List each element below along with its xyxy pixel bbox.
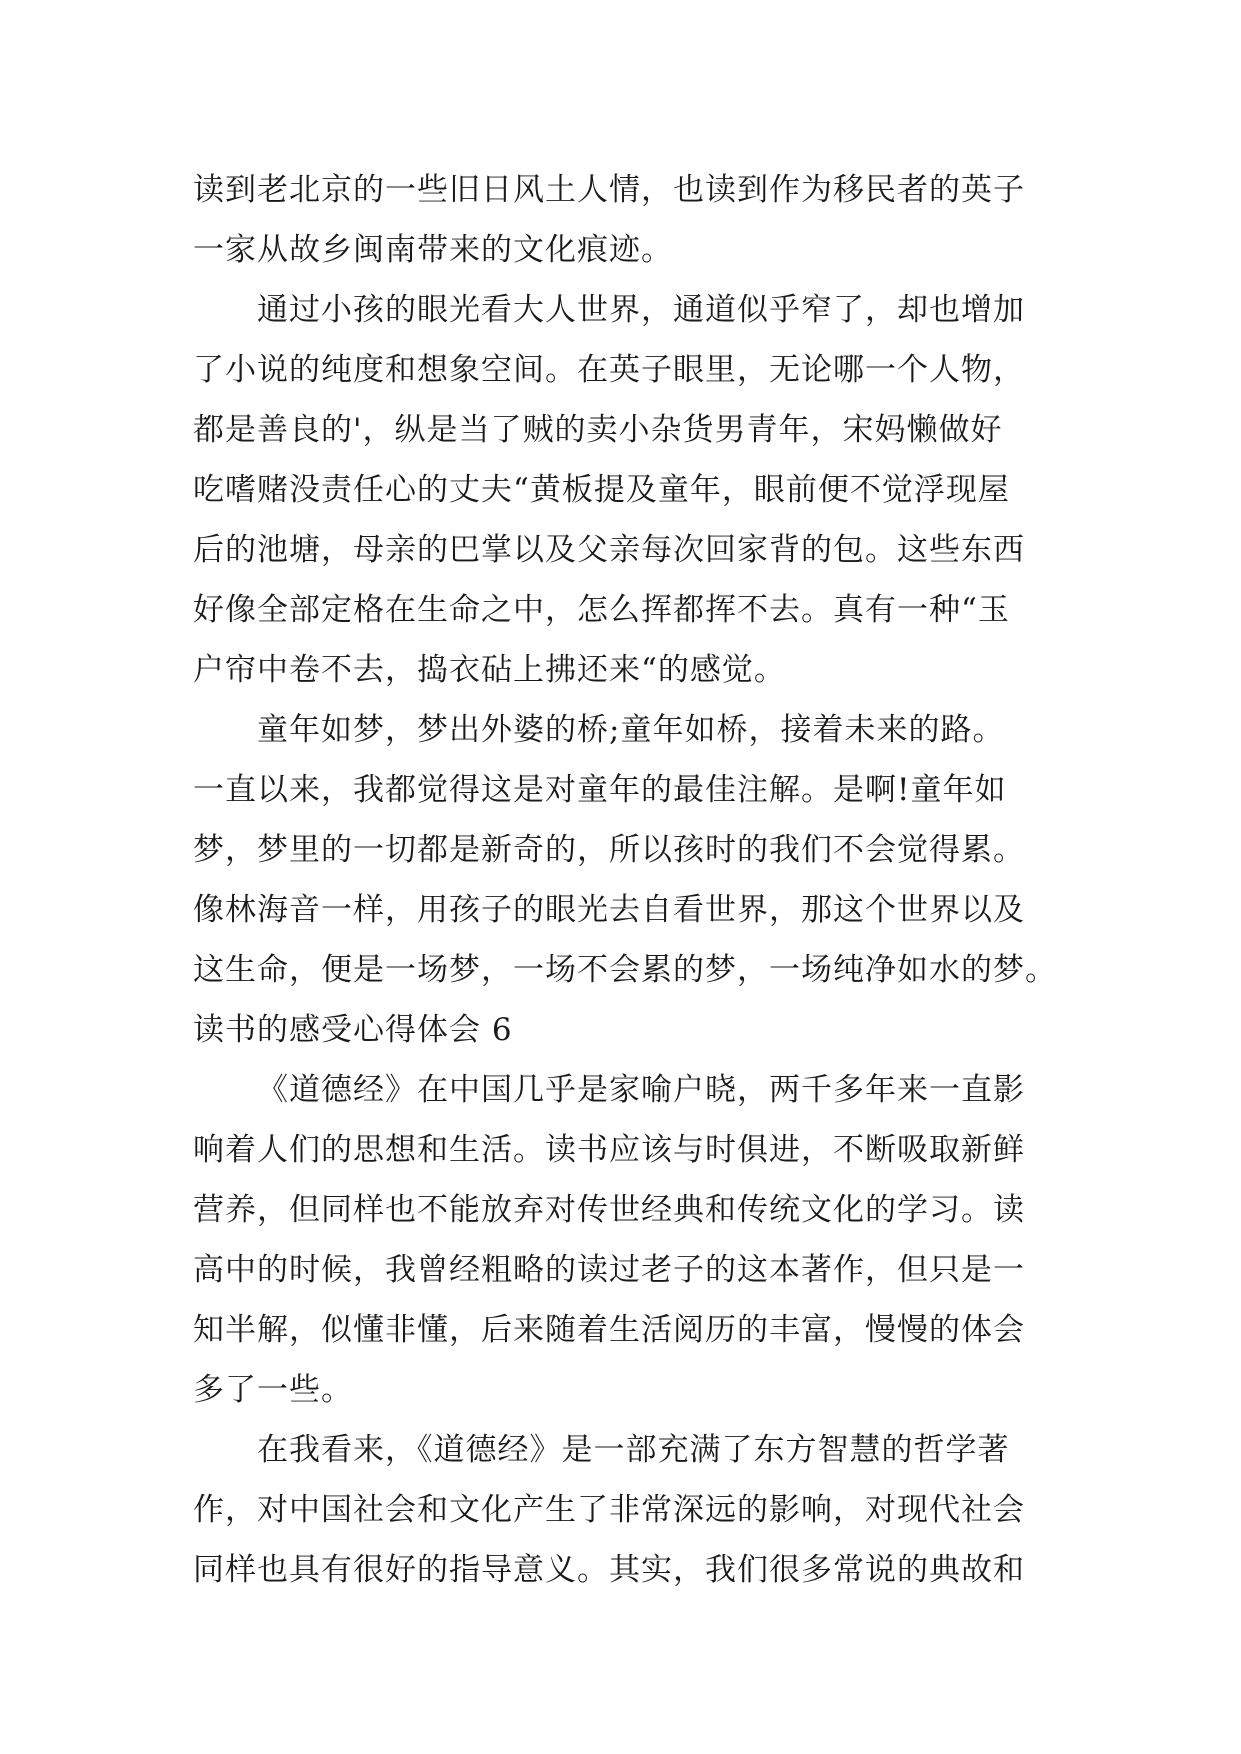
- text-line: 营养，但同样也不能放弃对传世经典和传统文化的学习。读: [193, 1192, 1025, 1228]
- section-heading: 读书的感受心得体会 6: [193, 1012, 513, 1048]
- text-line: 知半解，似懂非懂，后来随着生活阅历的丰富，慢慢的体会: [193, 1312, 1025, 1348]
- text-line: 同样也具有很好的指导意义。其实，我们很多常说的典故和: [193, 1552, 1025, 1588]
- text-line: 读到老北京的一些旧日风土人情，也读到作为移民者的英子: [193, 172, 1025, 208]
- body-text: [193, 160, 1063, 1600]
- text-line: 高中的时候，我曾经粗略的读过老子的这本著作，但只是一: [193, 1252, 1025, 1288]
- text-line: 都是善良的'，纵是当了贼的卖小杂货男青年，宋妈懒做好: [193, 412, 1003, 448]
- paragraph-start-line: 《道德经》在中国几乎是家喻户晓，两千多年来一直影: [257, 1072, 1025, 1108]
- text-line: 了小说的纯度和想象空间。在英子眼里，无论哪一个人物，: [193, 352, 1025, 388]
- text-line: 一家从故乡闽南带来的文化痕迹。: [193, 232, 673, 268]
- text-line: 好像全部定格在生命之中，怎么挥都挥不去。真有一种“玉: [193, 592, 1010, 628]
- text-line: 这生命，便是一场梦，一场不会累的梦，一场纯净如水的梦。: [193, 952, 1057, 988]
- text-line: 多了一些。: [193, 1372, 353, 1408]
- text-line: 吃嗜赌没责任心的丈夫“黄板提及童年，眼前便不觉浮现屋: [193, 472, 1010, 508]
- text-line: 户帘中卷不去，捣衣砧上拂还来“的感觉。: [193, 652, 786, 688]
- text-line: 响着人们的思想和生活。读书应该与时俱进，不断吸取新鲜: [193, 1132, 1025, 1168]
- text-line: 作，对中国社会和文化产生了非常深远的影响，对现代社会: [193, 1492, 1025, 1528]
- paragraph-start-line: 童年如梦，梦出外婆的桥;童年如桥，接着未来的路。: [257, 712, 1005, 748]
- paragraph-start-line: 通过小孩的眼光看大人世界，通道似乎窄了，却也增加: [257, 292, 1025, 328]
- paragraph-start-line: 在我看来，《道德经》是一部充满了东方智慧的哲学著: [257, 1432, 1010, 1468]
- text-line: 一直以来，我都觉得这是对童年的最佳注解。是啊!童年如: [193, 772, 1007, 808]
- text-line: 后的池塘，母亲的巴掌以及父亲每次回家背的包。这些东西: [193, 532, 1025, 568]
- text-line: 梦，梦里的一切都是新奇的，所以孩时的我们不会觉得累。: [193, 832, 1025, 868]
- text-line: 像林海音一样，用孩子的眼光去自看世界，那这个世界以及: [193, 892, 1025, 928]
